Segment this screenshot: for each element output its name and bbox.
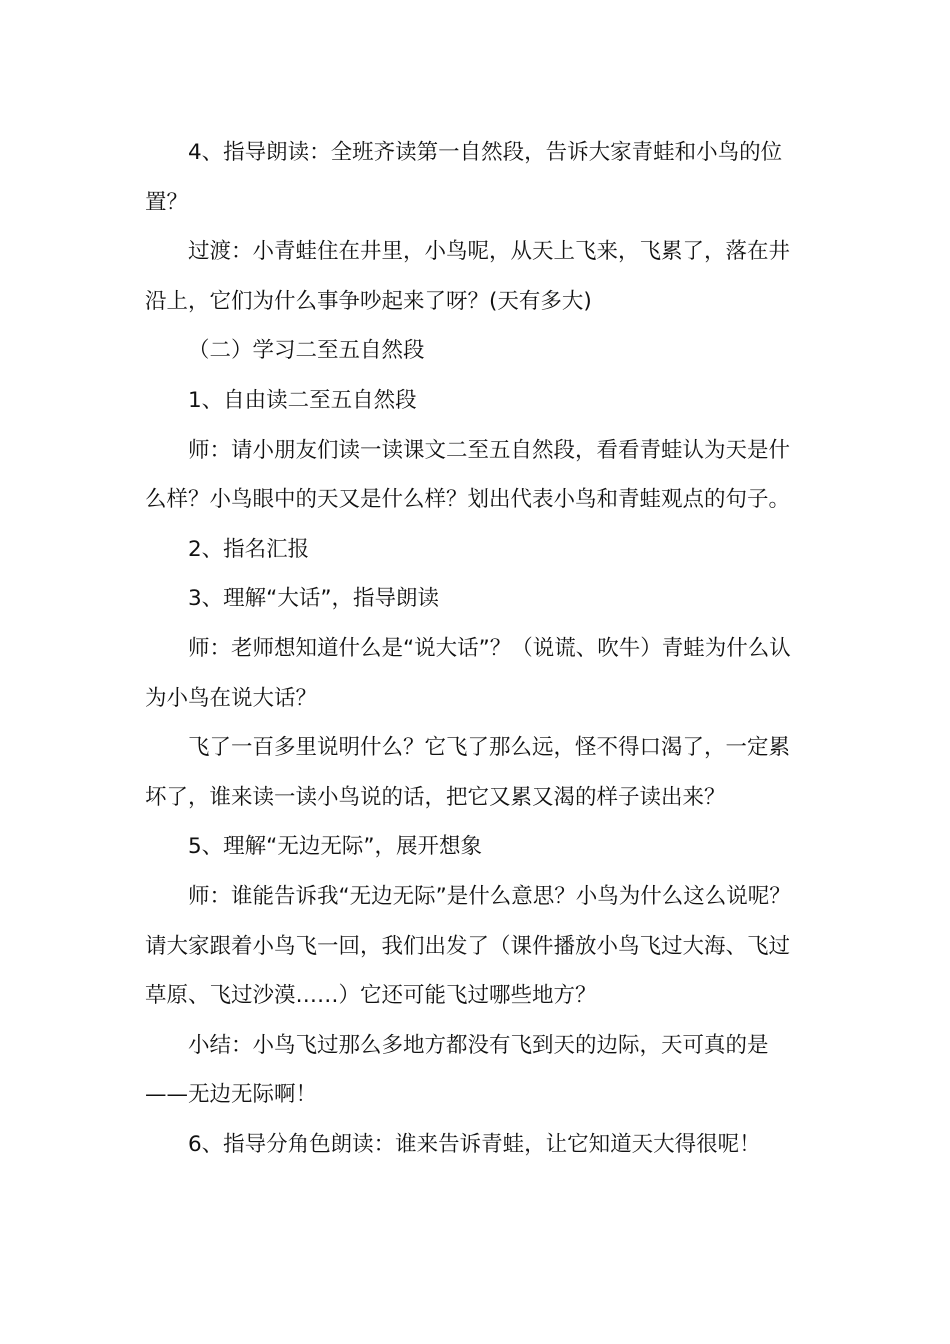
paragraph-role-reading: 6、指导分角色朗读：谁来告诉青蛙，让它知道天大得很呢！ — [188, 1131, 761, 1157]
paragraph-flew-far: 飞了一百多里说明什么？它飞了那么远，怪不得口渴了，一定累坏了，谁来读一读小鸟说的话，把它又累又渴的样子读出来？ — [145, 735, 791, 810]
paragraph-free-reading: 1、自由读二至五自然段 — [188, 387, 417, 413]
paragraph-teacher-question-2: 师：老师想知道什么是“说大话”？（说谎、吹牛）青蛙为什么认为小鸟在说大话？ — [145, 635, 791, 711]
section-heading-2-5: （二）学习二至五自然段 — [188, 338, 425, 364]
paragraph-summary: 小结：小鸟飞过那么多地方都没有飞到天的边际，天可真的是——无边无际啊！ — [145, 1032, 769, 1108]
paragraph-teacher-question-1: 师：请小朋友们读一读课文二至五自然段，看看青蛙认为天是什么样？小鸟眼中的天又是什么样？划出代表小鸟和青蛙观点的句子。 — [145, 437, 791, 513]
document-body — [145, 128, 805, 1169]
paragraph-understand-boast: 3、理解“大话”，指导朗读 — [188, 586, 439, 612]
paragraph-understand-boundless: 5、理解“无边无际”，展开想象 — [188, 834, 482, 860]
paragraph-guided-reading-1: 4、指导朗读：全班齐读第一自然段，告诉大家青蛙和小鸟的位置？ — [145, 140, 783, 215]
paragraph-transition: 过渡：小青蛙住在井里，小鸟呢，从天上飞来，飞累了，落在井沿上，它们为什么事争吵起来了呀？(天有多大) — [145, 239, 791, 314]
paragraph-teacher-question-3: 师：谁能告诉我“无边无际”是什么意思？小鸟为什么这么说呢？请大家跟着小鸟飞一回，我们出发了（课件播放小鸟飞过大海、飞过草原、飞过沙漠……）它还可能飞过哪些地方？ — [145, 883, 791, 1009]
paragraph-report: 2、指名汇报 — [188, 536, 310, 562]
